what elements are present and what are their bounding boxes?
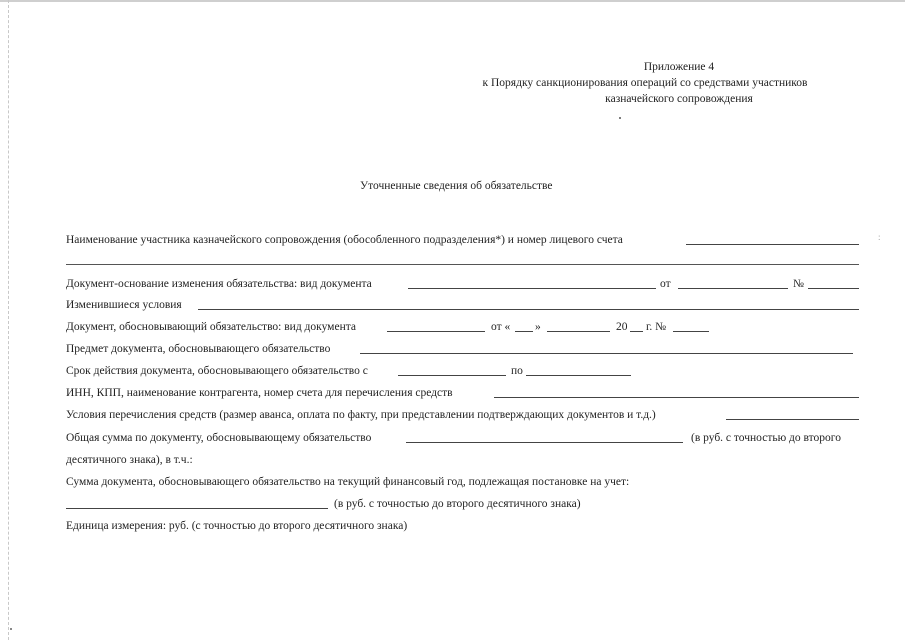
transfer-conditions-label: Условия перечисления средств (размер аванса, оплата по факту, при представлении подтверждающих документов и т.д.)	[66, 409, 656, 421]
validity-to-label: по	[511, 365, 523, 377]
current-year-sum-label: Сумма документа, обосновывающего обязательство на текущий финансовый год, подлежащая постановке на учет:	[66, 476, 630, 488]
total-sum-blank[interactable]	[406, 442, 683, 443]
appendix-header	[480, 59, 810, 107]
scan-speck-bottom	[10, 628, 12, 630]
current-year-sum-blank[interactable]	[66, 508, 328, 509]
obligation-document-from-label: от «	[491, 321, 511, 333]
participant-name-continuation-line[interactable]	[66, 264, 859, 265]
current-year-sum-unit: (в руб. с точностью до второго десятичного знака)	[334, 498, 581, 510]
obligation-document-quote: »	[535, 321, 541, 333]
basis-document-date-blank[interactable]	[678, 288, 788, 289]
obligation-document-type-blank[interactable]	[387, 331, 485, 332]
total-sum-unit: (в руб. с точностью до второго	[691, 432, 841, 444]
total-sum-unit-cont: десятичного знака), в т.ч.:	[66, 454, 193, 466]
basis-document-number-label: №	[793, 278, 804, 290]
scan-speck	[619, 117, 621, 119]
validity-end-blank[interactable]	[526, 375, 631, 376]
document-title: Уточненные сведения об обязательстве	[360, 180, 553, 192]
obligation-document-number-blank[interactable]	[673, 331, 709, 332]
basis-document-from-label: от	[660, 278, 671, 290]
validity-label: Срок действия документа, обосновывающего обязательство с	[66, 365, 368, 377]
subject-label: Предмет документа, обосновывающего обязательство	[66, 343, 331, 355]
changed-conditions-blank[interactable]	[198, 309, 859, 310]
appendix-reference: к Порядку санкционирования операций со средствами участников	[482, 77, 808, 89]
transfer-conditions-blank[interactable]	[726, 419, 859, 420]
obligation-document-year-label: 20	[616, 321, 628, 333]
scan-top-edge	[0, 0, 905, 2]
inn-label: ИНН, КПП, наименование контрагента, номер счета для перечисления средств	[66, 387, 453, 399]
basis-document-type-blank[interactable]	[408, 288, 656, 289]
unit-label: Единица измерения: руб. (с точностью до второго десятичного знака)	[66, 520, 408, 532]
obligation-document-label: Документ, обосновывающий обязательство: вид документа	[66, 321, 356, 333]
obligation-document-day-blank[interactable]	[515, 331, 533, 332]
inn-blank[interactable]	[494, 397, 859, 398]
obligation-document-year-blank[interactable]	[630, 331, 643, 332]
participant-name-label: Наименование участника казначейского сопровождения (обособленного подразделения*) и номер лицевого счета	[66, 234, 623, 246]
basis-document-number-blank[interactable]	[808, 288, 859, 289]
changed-conditions-label: Изменившиеся условия	[66, 299, 182, 311]
obligation-document-month-blank[interactable]	[547, 331, 610, 332]
total-sum-label: Общая сумма по документу, обосновывающему обязательство	[66, 432, 372, 444]
subject-blank[interactable]	[360, 353, 853, 354]
validity-start-blank[interactable]	[398, 375, 506, 376]
appendix-reference-cont: казначейского сопровождения	[605, 93, 753, 105]
obligation-document-number-label: г. №	[646, 321, 667, 333]
margin-marks: :	[878, 232, 881, 242]
appendix-number: Приложение 4	[643, 61, 715, 73]
scan-left-edge	[8, 0, 9, 640]
participant-name-blank[interactable]	[686, 244, 859, 245]
basis-document-label: Документ-основание изменения обязательства: вид документа	[66, 278, 372, 290]
